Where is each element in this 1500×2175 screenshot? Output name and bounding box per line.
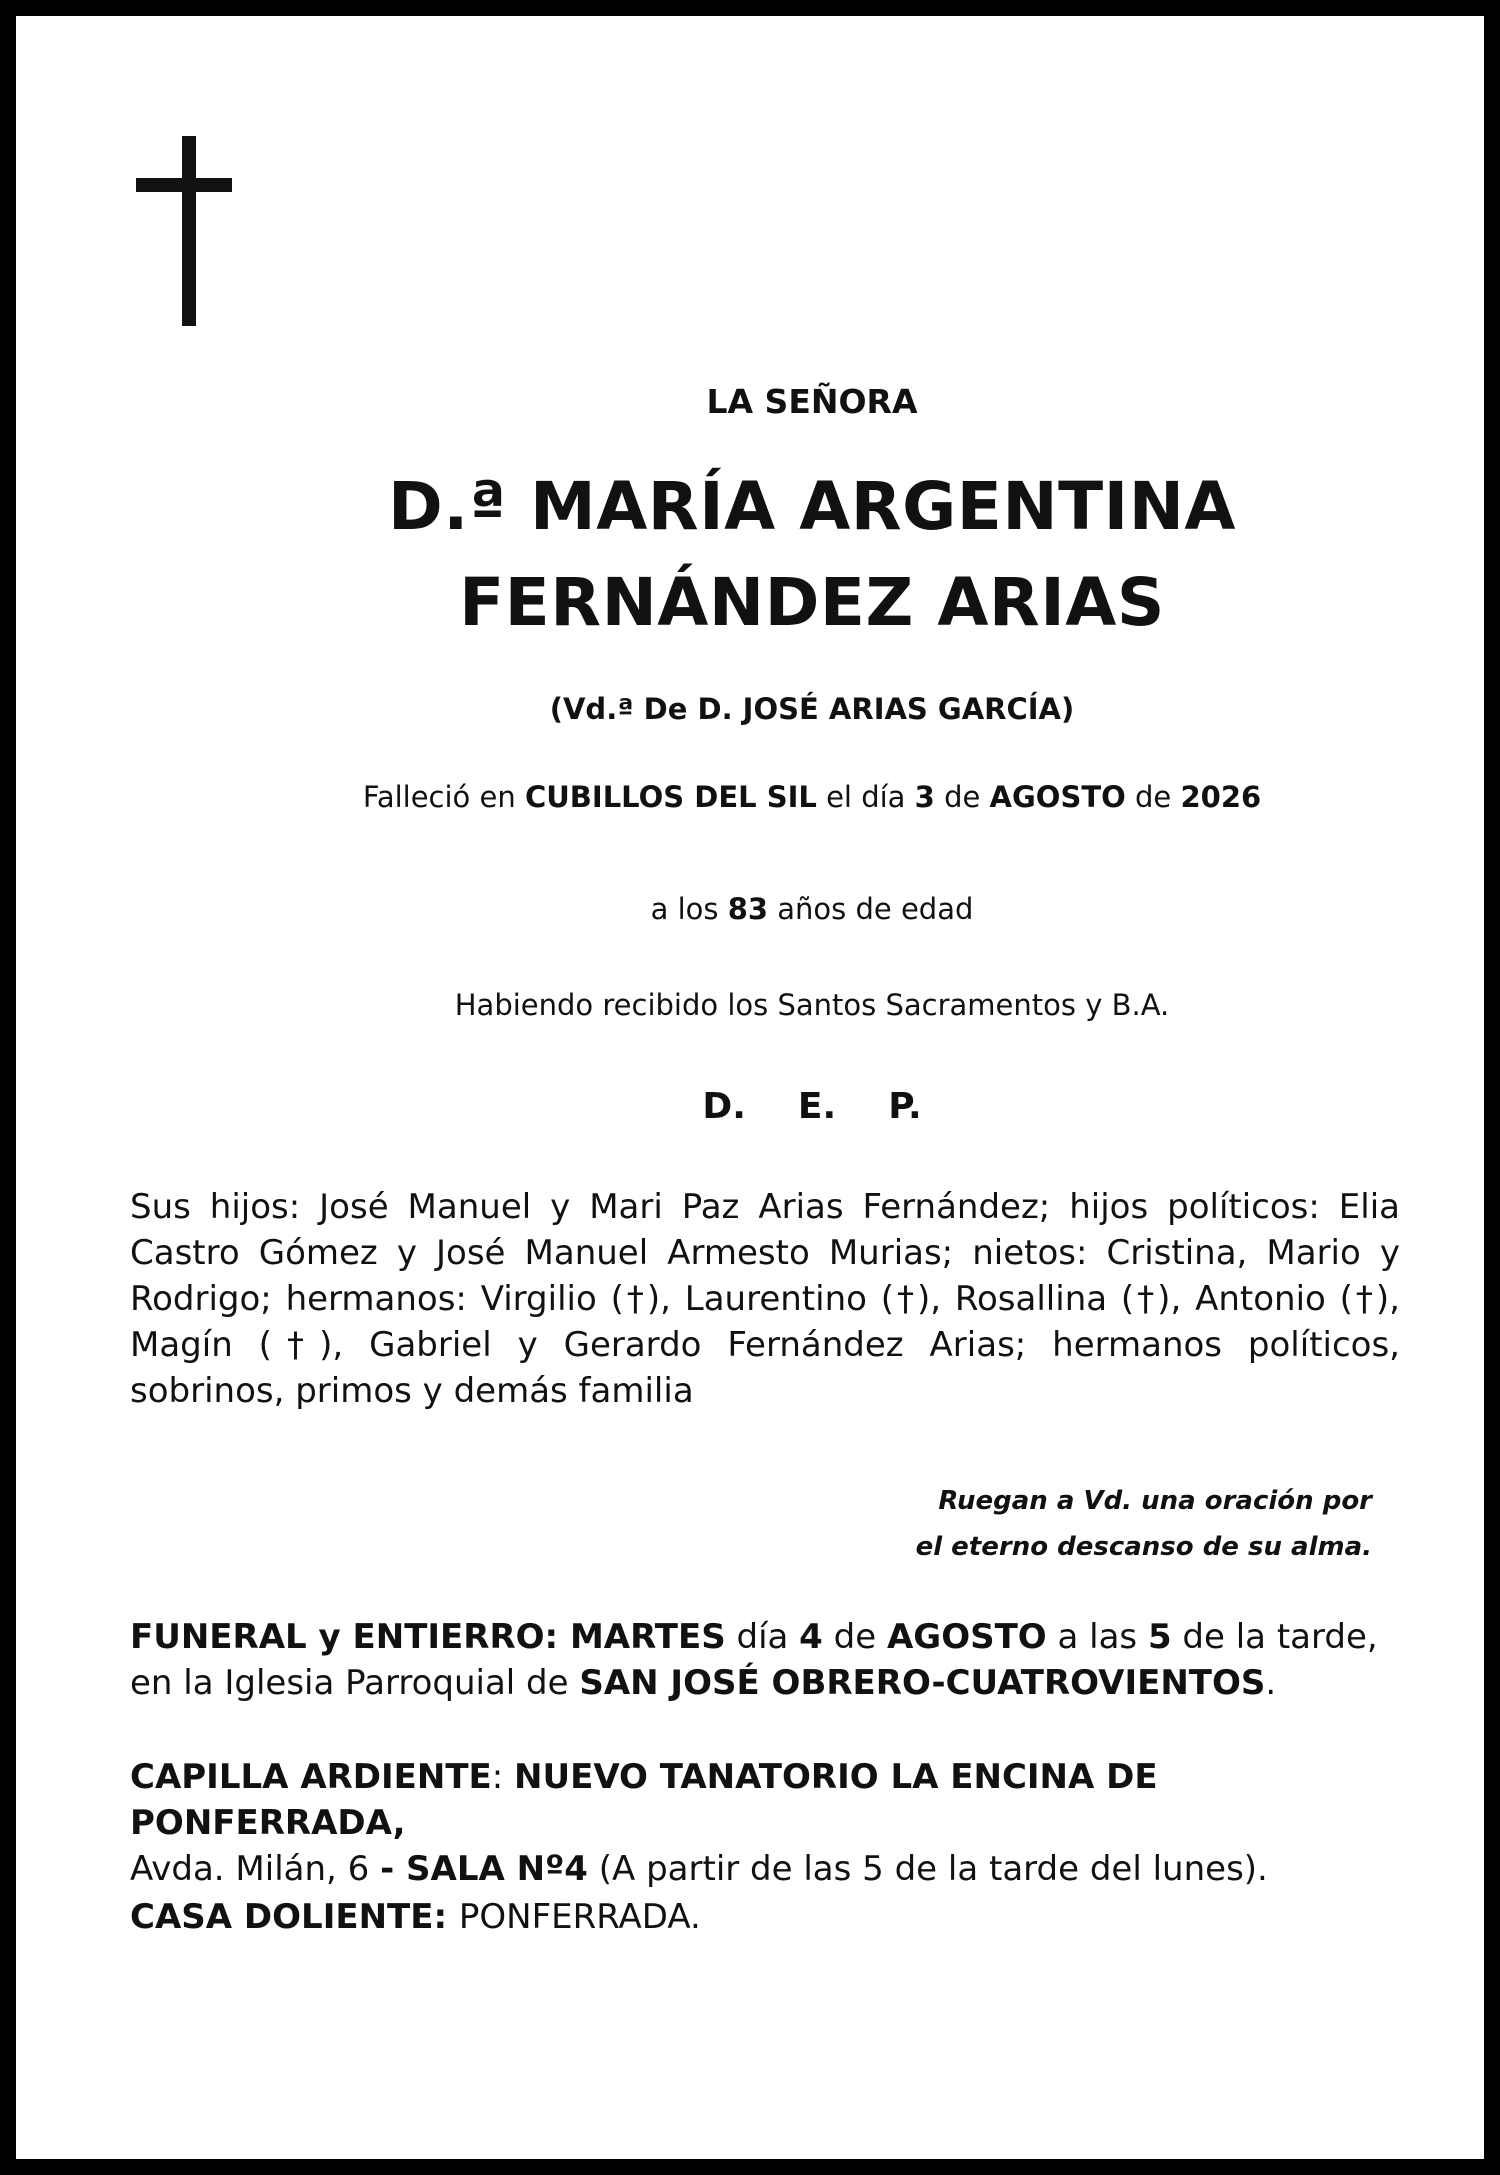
- deceased-name-line2: FERNÁNDEZ ARIAS: [459, 564, 1165, 641]
- death-line: Falleció en CUBILLOS DEL SIL el día 3 de AGOSTO de 2026: [362, 780, 1262, 814]
- widow-of: (Vd.ª De D. JOSÉ ARIAS GARCÍA): [549, 692, 1075, 726]
- chapel-info: CAPILLA ARDIENTE: NUEVO TANATORIO LA ENCINA DE PONFERRADA, Avda. Milán, 6 - SALA Nº4 (A partir de las 5 de la tarde del lunes).: [130, 1757, 1268, 1889]
- house-info: CASA DOLIENTE: PONFERRADA.: [130, 1897, 701, 1937]
- dep-line: D. E. P.: [702, 1086, 922, 1127]
- cross-icon: [136, 136, 246, 326]
- age-line: a los 83 años de edad: [650, 892, 974, 926]
- title-senora: LA SEÑORA: [706, 382, 918, 421]
- family-paragraph: Sus hijos: José Manuel y Mari Paz Arias Fernández; hijos políticos: Elia Castro Gómez y José Manuel Armesto Murias; nietos: Cristina, Mario y Rodrigo; hermanos: Virgilio (†), Laurentino (†), Rosallina (†), Antonio (†), Magín (†), Gabriel y Gerardo Fernández Arias; hermanos políticos, sobrinos, primos y demás familia: [130, 1187, 1400, 1411]
- funeral-info: FUNERAL y ENTIERRO: MARTES día 4 de AGOSTO a las 5 de la tarde, en la Iglesia Parroquial de SAN JOSÉ OBRERO-CUATROVIENTOS.: [130, 1617, 1378, 1703]
- sacraments-line: Habiendo recibido los Santos Sacramentos y B.A.: [454, 988, 1170, 1022]
- obituary-card: [16, 16, 1484, 2159]
- prayer-request: Ruegan a Vd. una oración por el eterno descanso de su alma.: [915, 1486, 1372, 1562]
- deceased-name-line1: D.ª MARÍA ARGENTINA: [387, 468, 1237, 545]
